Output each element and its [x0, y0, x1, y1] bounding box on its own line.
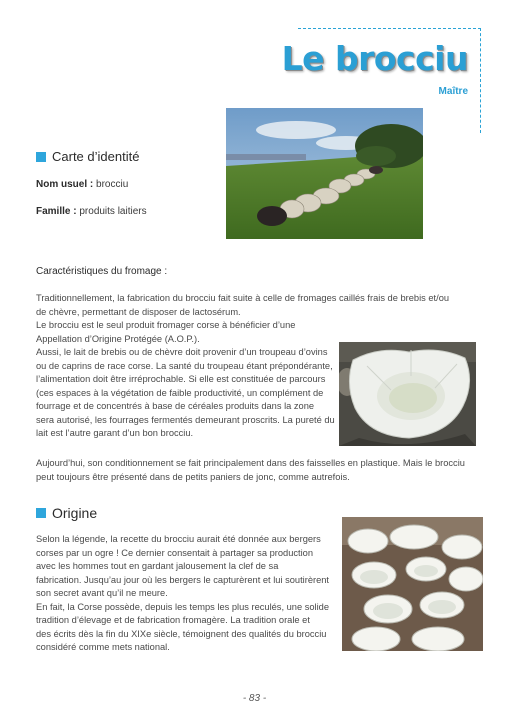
difficulty-label: Maître	[438, 86, 468, 97]
text-line: Le brocciu est le seul produit fromager corse à bénéficier d’une	[36, 320, 296, 330]
square-bullet-icon	[36, 152, 46, 162]
text-line: (ces espaces à la végétation de faible productivité, un complément de	[36, 387, 324, 398]
text-line: des écrits dès la fin du XIXe siècle, témoignent des qualités du brocciu	[36, 628, 327, 639]
text-line: peut toujours être présenté dans de petits paniers de jonc, comme autrefois.	[36, 471, 350, 482]
text-line: fabrication. Jusqu’au jour où les bergers le capturèrent et lui soutirèrent	[36, 574, 330, 585]
text-line: En fait, la Corse possède, depuis les temps les plus reculés, une solide	[36, 601, 330, 612]
page-number: - 83 -	[242, 693, 267, 704]
nom-usuel-label: Nom usuel :	[36, 179, 94, 190]
square-bullet-icon	[36, 508, 46, 518]
text-line: Aujourd’hui, son conditionnement se fait principalement dans des faisselles en plastique. Mais le brocciu	[36, 458, 465, 468]
text-line: l’alimentation doit être irréprochable. Si elle est constituée de parcours	[36, 374, 326, 384]
text-line: lait est l’autre garant d’un bon brocciu.	[36, 428, 194, 438]
caracteristiques-heading: Caractéristiques du fromage :	[36, 266, 168, 277]
text-line: considéré comme mets national.	[36, 642, 170, 652]
famille-label: Famille :	[36, 206, 77, 217]
famille-value: produits laitiers	[79, 206, 147, 217]
text-line: de chèvre, permettant de disposer de lactosérum.	[36, 306, 241, 317]
section-heading-carte-label: Carte d’identité	[52, 149, 140, 164]
field-nom-usuel	[36, 179, 128, 190]
section-heading-origine	[36, 505, 97, 521]
text-line: son secret avant qu’il ne meure.	[36, 588, 168, 598]
conditionnement-paragraph	[36, 457, 465, 484]
text-line: tradition d’élevage et de fabrication fromagère. La tradition orale et	[36, 615, 310, 625]
page-title: Le brocciu	[281, 39, 468, 78]
text-line: Selon la légende, la recette du brocciu aurait été donnée aux bergers	[36, 534, 321, 544]
section-heading-origine-label: Origine	[52, 505, 98, 521]
origine-paragraph	[36, 533, 329, 655]
text-line: sera autorisé, les fourrages fermentés demeurant proscrits. La pureté du	[36, 414, 335, 425]
cheese-cloth-photo	[339, 342, 476, 446]
field-famille	[36, 206, 147, 217]
text-line: Appellation d’Origine Protégée (A.O.P.).	[36, 333, 200, 344]
cheese-tubs-photo	[342, 517, 483, 651]
text-line: fourrage et de concentrés à base de céréales produits dans la zone	[36, 401, 315, 411]
section-heading-carte	[36, 149, 139, 164]
text-line: avec les hommes tout en gardant jalousement la clef de sa	[36, 561, 279, 571]
nom-usuel-value: brocciu	[96, 179, 129, 190]
text-line: Aussi, le lait de brebis ou de chèvre doit provenir d’un troupeau d’ovins	[36, 347, 328, 357]
text-line: corses par un ogre ! Ce dernier consentait à partager sa production	[36, 547, 314, 558]
sheep-photo	[226, 108, 423, 239]
text-line: ou de caprins de race corse. La santé du troupeau étant prépondérante,	[36, 360, 333, 371]
text-line: Traditionnellement, la fabrication du brocciu fait suite à celle de fromages caillés frais de brebis et/ou	[36, 293, 450, 303]
